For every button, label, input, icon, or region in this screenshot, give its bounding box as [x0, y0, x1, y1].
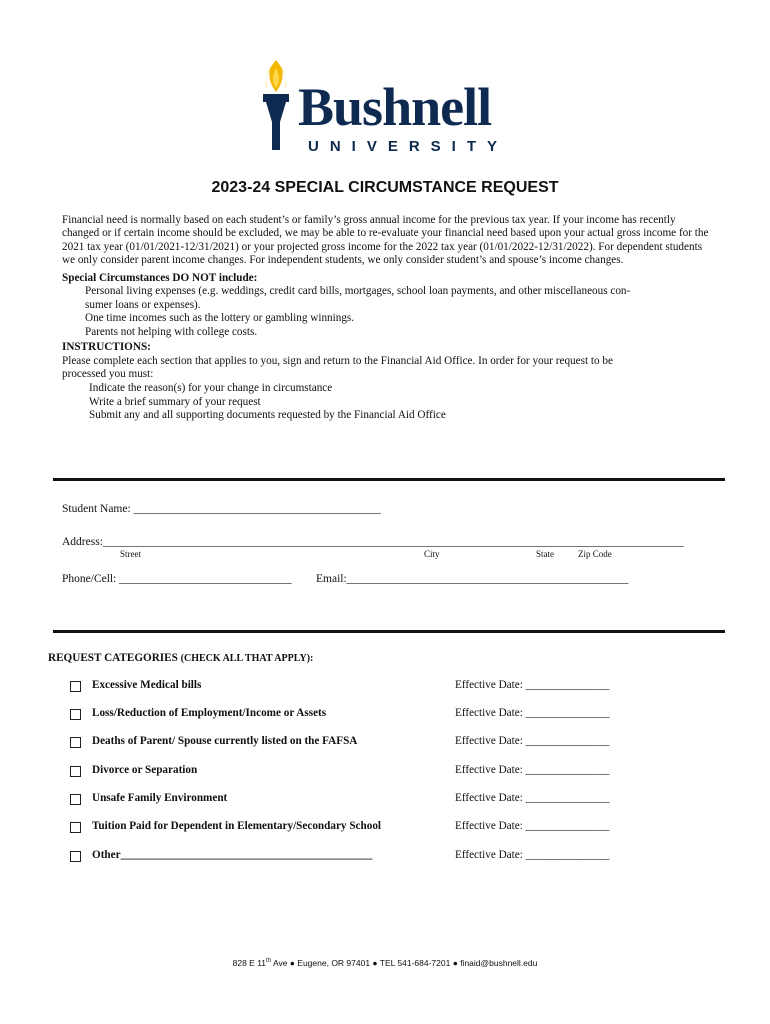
category-label: Other_____________________________________________: [92, 849, 373, 861]
category-row: [70, 849, 710, 867]
category-label: Divorce or Separation: [92, 764, 198, 776]
student-name-field[interactable]: Student Name: ___________________________________________: [62, 503, 381, 515]
effective-date-field[interactable]: Effective Date: _______________: [455, 735, 610, 747]
effective-date-field[interactable]: Effective Date: _______________: [455, 849, 610, 861]
category-label: Deaths of Parent/ Spouse currently listed on the FAFSA: [92, 735, 358, 747]
intro-paragraph: [62, 214, 712, 423]
checkbox[interactable]: [70, 794, 81, 805]
instruction-item: Submit any and all supporting documents requested by the Financial Aid Office: [89, 409, 446, 422]
category-label: Excessive Medical bills: [92, 679, 202, 691]
checkbox[interactable]: [70, 681, 81, 692]
checkbox[interactable]: [70, 822, 81, 833]
effective-date-field[interactable]: Effective Date: _______________: [455, 764, 610, 776]
categories-title: REQUEST CATEGORIES: [48, 652, 178, 664]
exclusion-item: Parents not helping with college costs.: [85, 325, 258, 338]
torch-icon: [258, 58, 294, 154]
logo-subtitle: UNIVERSITY: [308, 138, 509, 155]
instructions-line: processed you must:: [62, 368, 154, 381]
street-caption: Street: [120, 549, 141, 559]
intro-text: Financial need is normally based on each student’s or family’s gross annual income for the previous tax year. If your income has recently changed or if certain income should be excluded, we may be able to re-evaluate your financial need based upon your actual gross income for the 2021 tax year (01/01/2021-12/31/2021) or your projected gross income for the 2022 tax year (01/01/2022-12/31/2022). For dependent students we only consider parent income changes. For independent students, we only consider student’s and spouse’s income changes.: [62, 214, 709, 267]
category-row: [70, 792, 710, 810]
category-row: [70, 764, 710, 782]
category-label: Unsafe Family Environment: [92, 792, 228, 804]
footer-text: 828 E 11: [232, 958, 267, 968]
footer-text-rest: Ave ● Eugene, OR 97401 ● TEL 541-684-7201 ● finaid@bushnell.edu: [271, 958, 538, 968]
page-title: 2023-24 SPECIAL CIRCUMSTANCE REQUEST: [211, 179, 559, 196]
checkbox[interactable]: [70, 766, 81, 777]
instruction-item: Write a brief summary of your request: [89, 395, 261, 408]
email-field[interactable]: Email:_________________________________________________: [316, 573, 629, 585]
footer-address: [0, 958, 770, 968]
state-caption: State: [536, 549, 554, 559]
exclusions-header: Special Circumstances DO NOT include:: [62, 271, 258, 284]
category-label: Tuition Paid for Dependent in Elementary/Secondary School: [92, 820, 382, 832]
zip-caption: Zip Code: [578, 549, 612, 559]
exclusion-item: One time incomes such as the lottery or gambling winnings.: [85, 312, 355, 325]
effective-date-field[interactable]: Effective Date: _______________: [455, 792, 610, 804]
category-row: [70, 735, 710, 753]
divider: [53, 478, 725, 481]
divider: [53, 630, 725, 633]
category-row: [70, 820, 710, 838]
category-row: [70, 707, 710, 725]
checkbox[interactable]: [70, 737, 81, 748]
footer-superscript: th: [266, 958, 272, 965]
category-row: [70, 679, 710, 697]
instructions-line: Please complete each section that applies to you, sign and return to the Financial Aid Office. In order for your request to be: [62, 354, 613, 367]
exclusion-item: sumer loans or expenses).: [85, 298, 201, 311]
city-caption: City: [424, 549, 440, 559]
categories-subtitle: (CHECK ALL THAT APPLY):: [180, 653, 314, 664]
checkbox[interactable]: [70, 709, 81, 720]
category-label: Loss/Reduction of Employment/Income or Assets: [92, 707, 327, 719]
logo-wordmark: Bushnell: [298, 77, 492, 137]
instructions-header: INSTRUCTIONS:: [62, 341, 151, 354]
checkbox[interactable]: [70, 851, 81, 862]
bushnell-logo: [258, 58, 518, 154]
categories-header: [48, 652, 313, 664]
effective-date-field[interactable]: Effective Date: _______________: [455, 707, 610, 719]
address-field[interactable]: Address:_____________________________________________________________________________________________________: [62, 536, 684, 548]
exclusion-item: Personal living expenses (e.g. weddings, credit card bills, mortgages, school loan payments, and other miscellaneous con-: [85, 285, 631, 298]
phone-field[interactable]: Phone/Cell: ______________________________: [62, 573, 292, 585]
instruction-item: Indicate the reason(s) for your change in circumstance: [89, 382, 333, 394]
effective-date-field[interactable]: Effective Date: _______________: [455, 820, 610, 832]
effective-date-field[interactable]: Effective Date: _______________: [455, 679, 610, 691]
